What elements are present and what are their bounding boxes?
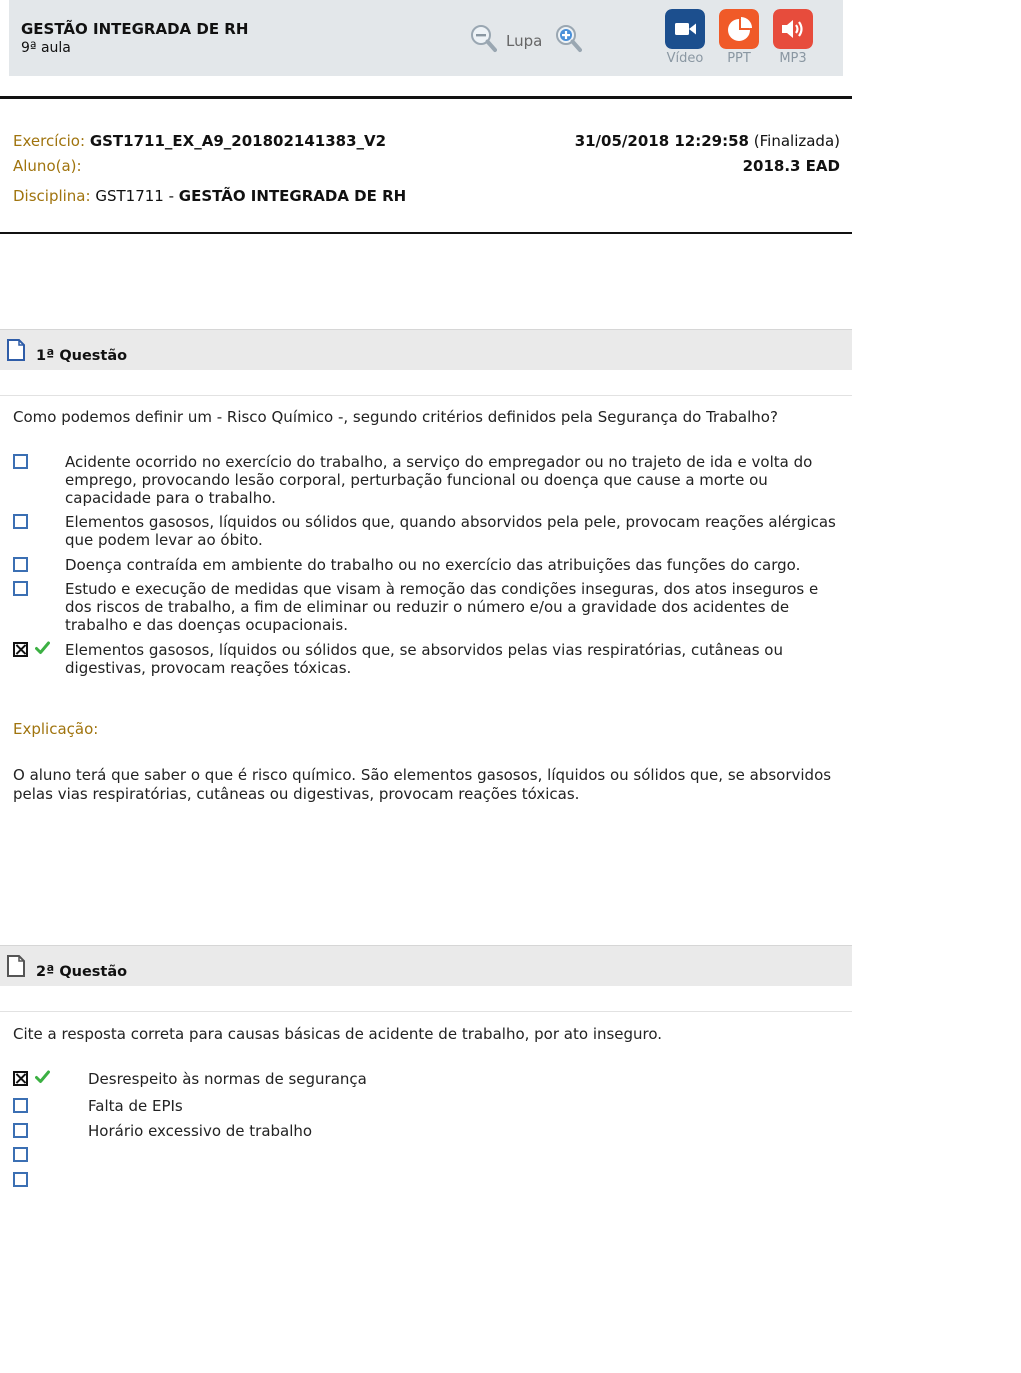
mp3-label[interactable]: MP3 — [779, 51, 807, 66]
datetime-line — [575, 132, 840, 150]
lesson-number: 9ª aula — [21, 40, 71, 56]
divider — [0, 1011, 852, 1012]
discipline-name: GESTÃO INTEGRADA DE RH — [178, 187, 407, 205]
option-text: Doença contraída em ambiente do trabalho ou no exercício das atribuições das funções do cargo. — [65, 556, 801, 574]
question-header — [0, 945, 852, 986]
course-title: GESTÃO INTEGRADA DE RH — [21, 20, 249, 38]
period-line — [743, 157, 840, 175]
option-text: Acidente ocorrido no exercício do trabalho, a serviço do empregador ou no trajeto de ida e volta do emprego, provocando lesão corporal, perturbação funcional ou doença que cause a morte ou capacidade para o trabalho. — [65, 453, 813, 507]
option-checkbox[interactable] — [13, 1147, 28, 1162]
ppt-icon[interactable] — [719, 9, 759, 49]
video-label[interactable]: Vídeo — [666, 51, 704, 66]
option-text: Horário excessivo de trabalho — [88, 1122, 313, 1140]
option-checkbox[interactable] — [13, 1172, 28, 1187]
option-text: Elementos gasosos, líquidos ou sólidos que, quando absorvidos pela pele, provocam reações alérgicas que podem levar ao óbito. — [65, 513, 836, 549]
question-header — [0, 329, 852, 370]
option-checkbox[interactable] — [13, 1098, 28, 1113]
discipline-line — [13, 187, 406, 205]
zoom-label: Lupa — [506, 32, 543, 50]
question-text: Como podemos definir um - Risco Químico -, segundo critérios definidos pela Segurança do Trabalho? — [13, 408, 778, 426]
question-text: Cite a resposta correta para causas básicas de acidente de trabalho, por ato inseguro. — [13, 1025, 663, 1043]
document-icon — [7, 339, 25, 361]
document-icon — [7, 955, 25, 977]
correct-check-icon — [35, 1070, 50, 1084]
explanation-text: O aluno terá que saber o que é risco químico. São elementos gasosos, líquidos ou sólidos que, se absorvidos pelas vias respiratórias, cutâneas ou digestivas, provocam reações tóxicas. — [13, 766, 832, 803]
lesson-header — [9, 0, 843, 76]
ppt-label[interactable]: PPT — [727, 51, 751, 66]
explanation-label: Explicação: — [13, 720, 99, 738]
video-icon[interactable] — [665, 9, 705, 49]
student-line — [13, 157, 82, 175]
option-text: Elementos gasosos, líquidos ou sólidos que, se absorvidos pelas vias respiratórias, cutâneas ou digestivas, provocam reações tóxicas. — [65, 641, 783, 677]
divider — [0, 96, 852, 99]
audio-icon[interactable] — [773, 9, 813, 49]
divider — [0, 232, 852, 234]
option-checkbox-checked[interactable] — [13, 642, 28, 657]
exercise-period: 2018.3 EAD — [742, 157, 840, 175]
option-checkbox[interactable] — [13, 514, 28, 529]
option-checkbox[interactable] — [13, 454, 28, 469]
option-checkbox[interactable] — [13, 557, 28, 572]
discipline-code: GST1711 - — [95, 187, 175, 205]
exercise-datetime: 31/05/2018 12:29:58 — [574, 132, 749, 150]
discipline-label: Disciplina: — [13, 187, 91, 205]
question-title: 1ª Questão — [36, 348, 128, 364]
divider — [0, 395, 852, 396]
option-text: Desrespeito às normas de segurança — [88, 1070, 367, 1088]
exercise-label: Exercício: — [13, 132, 86, 150]
option-checkbox[interactable] — [13, 581, 28, 596]
zoom-in-icon[interactable] — [554, 23, 582, 53]
exercise-code: GST1711_EX_A9_201802141383_V2 — [89, 132, 387, 150]
question-title: 2ª Questão — [36, 964, 128, 980]
exercise-status: (Finalizada) — [753, 132, 840, 150]
option-checkbox[interactable] — [13, 1123, 28, 1138]
correct-check-icon — [35, 641, 50, 655]
student-label: Aluno(a): — [13, 157, 82, 175]
zoom-out-icon[interactable] — [469, 23, 497, 53]
option-text: Estudo e execução de medidas que visam à remoção das condições inseguras, dos atos inseguros e dos riscos de trabalho, a fim de eliminar ou reduzir o número e/ou a gravidade dos acidentes de trabalho e das doenças ocupacionais. — [65, 580, 819, 634]
option-checkbox-checked[interactable] — [13, 1071, 28, 1086]
option-text: Falta de EPIs — [88, 1097, 183, 1115]
exercise-line — [13, 132, 386, 150]
